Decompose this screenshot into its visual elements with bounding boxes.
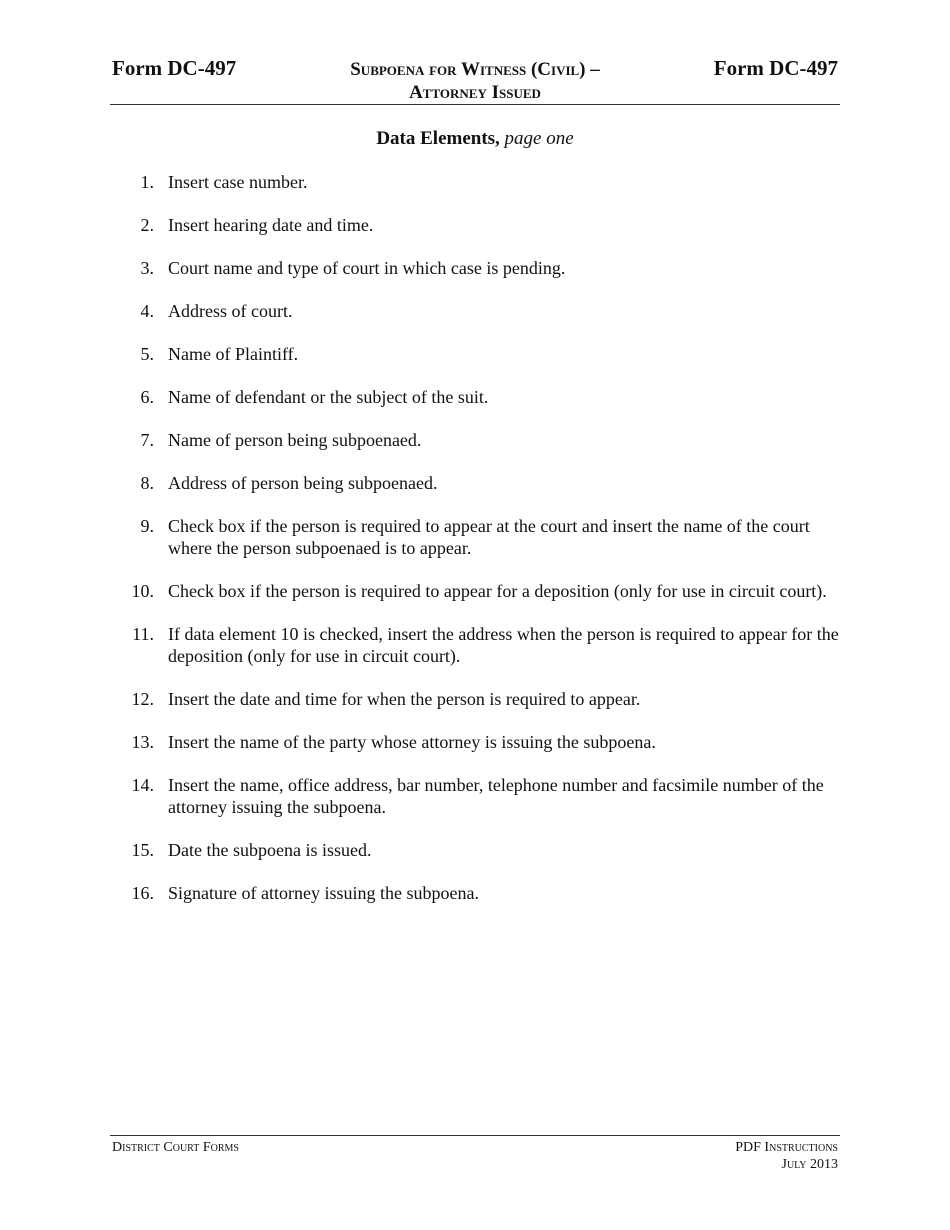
item-text: Date the subpoena is issued. (168, 840, 372, 860)
item-text: Signature of attorney issuing the subpoena. (168, 883, 479, 903)
item-text: Name of person being subpoenaed. (168, 430, 422, 450)
form-number-left: Form DC-497 (112, 56, 237, 80)
list-item (130, 580, 840, 602)
item-text: If data element 10 is checked, insert the address when the person is required to appear for the deposition (only for use in circuit court). (168, 624, 839, 666)
item-number: 15. (131, 840, 154, 860)
list-item (130, 257, 840, 279)
item-number: 10. (131, 581, 154, 601)
list-item (130, 300, 840, 322)
list-item (130, 429, 840, 451)
item-number: 9. (140, 516, 154, 536)
item-number: 7. (140, 430, 154, 450)
item-number: 11. (132, 624, 154, 644)
form-number-right: Form DC-497 (713, 56, 838, 80)
footer-left: District Court Forms (112, 1140, 239, 1155)
item-text: Insert case number. (168, 172, 308, 192)
item-number: 3. (140, 258, 154, 278)
list-item (130, 688, 840, 710)
page-header (110, 56, 840, 105)
document-title (300, 58, 650, 104)
list-item (130, 343, 840, 365)
item-text: Check box if the person is required to appear at the court and insert the name of the court where the person subpoenaed is to appear. (168, 516, 810, 558)
page-footer (110, 1135, 840, 1172)
item-text: Check box if the person is required to appear for a deposition (only for use in circuit court). (168, 581, 827, 601)
item-text: Insert the date and time for when the person is required to appear. (168, 689, 641, 709)
item-number: 14. (131, 775, 154, 795)
item-number: 16. (131, 883, 154, 903)
data-elements-list (130, 171, 840, 925)
item-text: Address of court. (168, 301, 293, 321)
section-title-bold: Data Elements, (376, 128, 500, 149)
item-text: Insert hearing date and time. (168, 215, 374, 235)
footer-right-line1: PDF Instructions (735, 1140, 838, 1155)
item-number: 1. (140, 172, 154, 192)
footer-right (735, 1139, 838, 1173)
item-text: Name of defendant or the subject of the suit. (168, 387, 489, 407)
item-number: 12. (131, 689, 154, 709)
section-title (110, 128, 840, 150)
item-text: Court name and type of court in which case is pending. (168, 258, 566, 278)
list-item (130, 882, 840, 904)
list-item (130, 731, 840, 753)
item-text: Name of Plaintiff. (168, 344, 299, 364)
item-number: 5. (140, 344, 154, 364)
list-item (130, 515, 840, 559)
item-number: 2. (140, 215, 154, 235)
list-item (130, 214, 840, 236)
section-title-italic: page one (504, 128, 574, 149)
list-item (130, 472, 840, 494)
document-title-line2: Attorney Issued (409, 82, 541, 103)
document-title-line1: Subpoena for Witness (Civil) – (350, 59, 600, 80)
item-text: Insert the name, office address, bar number, telephone number and facsimile number of the attorney issuing the subpoena. (168, 775, 824, 817)
list-item (130, 774, 840, 818)
list-item (130, 386, 840, 408)
item-text: Insert the name of the party whose attorney is issuing the subpoena. (168, 732, 656, 752)
list-item (130, 839, 840, 861)
item-number: 4. (140, 301, 154, 321)
item-text: Address of person being subpoenaed. (168, 473, 438, 493)
item-number: 13. (131, 732, 154, 752)
list-item (130, 623, 840, 667)
list-item (130, 171, 840, 193)
item-number: 8. (140, 473, 154, 493)
footer-right-line2: July 2013 (781, 1157, 838, 1172)
item-number: 6. (140, 387, 154, 407)
